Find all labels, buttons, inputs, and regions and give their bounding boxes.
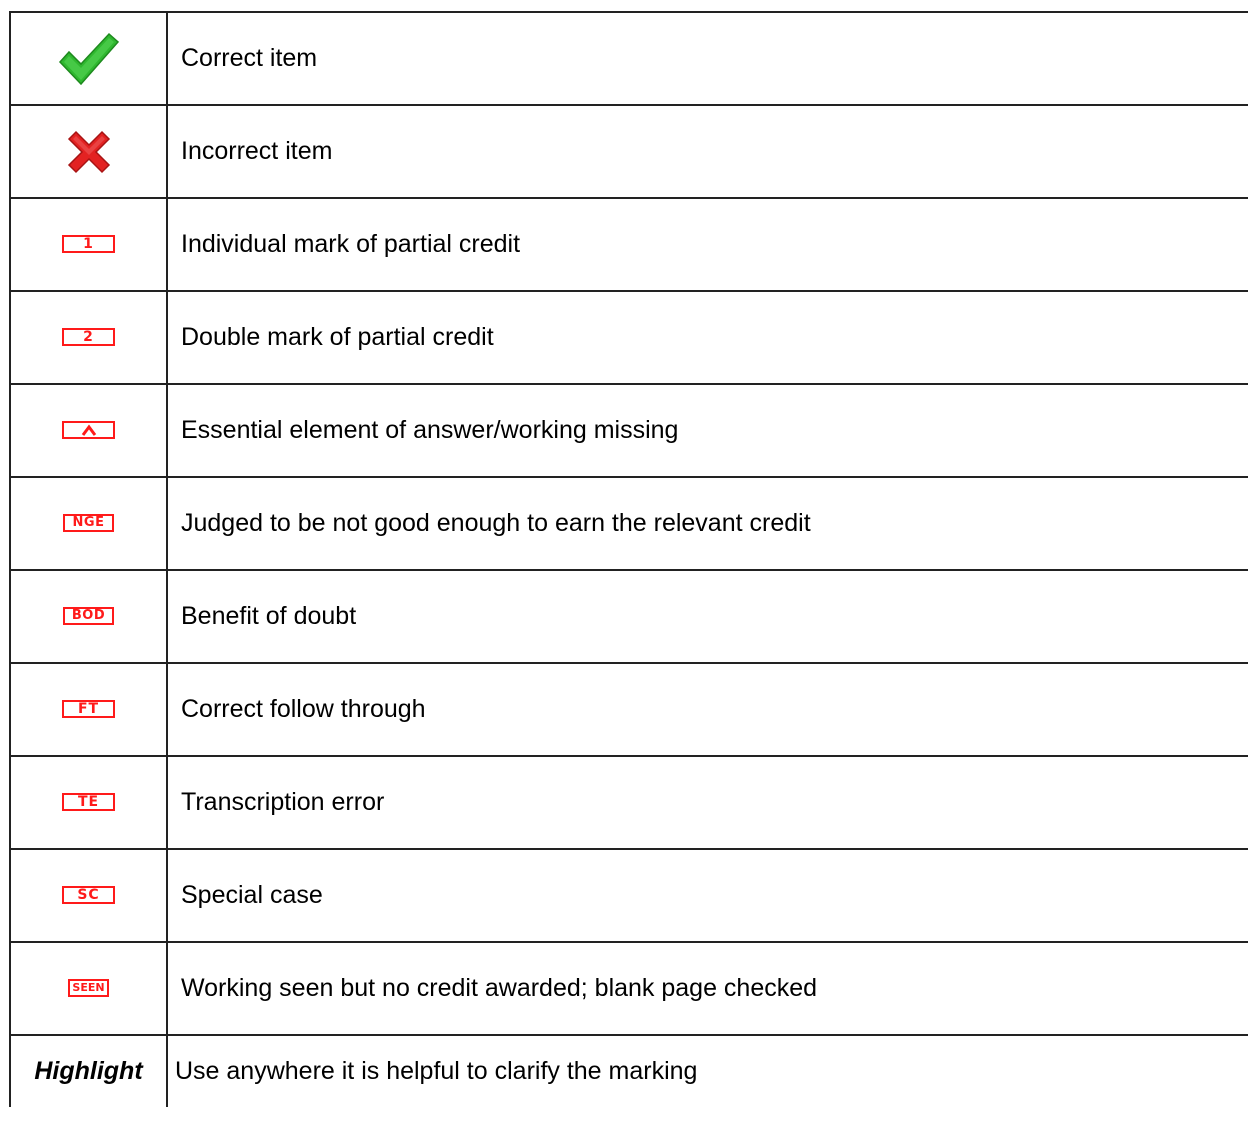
legend-icon-cell [10, 570, 167, 663]
legend-description: Judged to be not good enough to earn the relevant credit [167, 477, 1248, 570]
legend-row [10, 105, 1248, 198]
legend-row [10, 663, 1248, 756]
legend-icon-cell [10, 663, 167, 756]
legend-icon-cell [10, 198, 167, 291]
legend-description: Use anywhere it is helpful to clarify the marking [167, 1035, 1248, 1107]
legend-description: Correct follow through [167, 663, 1248, 756]
legend-icon-cell [10, 12, 167, 105]
legend-row [10, 849, 1248, 942]
highlight-label: Highlight [34, 1057, 143, 1085]
legend-icon-cell [10, 1035, 167, 1107]
stamp-1-icon: 1 [62, 235, 115, 253]
legend-row [10, 756, 1248, 849]
legend-icon-cell [10, 384, 167, 477]
legend-description: Correct item [167, 12, 1248, 105]
legend-description: Individual mark of partial credit [167, 198, 1248, 291]
legend-row [10, 291, 1248, 384]
legend-icon-cell [10, 756, 167, 849]
cross-icon [67, 130, 111, 174]
legend-description: Special case [167, 849, 1248, 942]
legend-row [10, 570, 1248, 663]
checkmark-icon [58, 32, 120, 86]
legend-description: Essential element of answer/working missing [167, 384, 1248, 477]
legend-icon-cell [10, 291, 167, 384]
legend-row [10, 477, 1248, 570]
legend-row [10, 942, 1248, 1035]
stamp-bod-icon: BOD [63, 607, 114, 625]
legend-description: Double mark of partial credit [167, 291, 1248, 384]
stamp-2-icon: 2 [62, 328, 115, 346]
legend-icon-cell [10, 849, 167, 942]
legend-icon-cell [10, 942, 167, 1035]
legend-row [10, 1035, 1248, 1107]
legend-icon-cell [10, 477, 167, 570]
legend-row [10, 198, 1248, 291]
stamp-sc-icon: SC [62, 886, 115, 904]
legend-description: Benefit of doubt [167, 570, 1248, 663]
caret-stamp-icon [62, 421, 115, 439]
legend-description: Working seen but no credit awarded; blank page checked [167, 942, 1248, 1035]
legend-description: Transcription error [167, 756, 1248, 849]
annotation-legend-table [9, 11, 1248, 1107]
stamp-seen-icon: SEEN [68, 979, 109, 997]
legend-row [10, 12, 1248, 105]
legend-description: Incorrect item [167, 105, 1248, 198]
legend-row [10, 384, 1248, 477]
stamp-te-icon: TE [62, 793, 115, 811]
legend-icon-cell [10, 105, 167, 198]
stamp-ft-icon: FT [62, 700, 115, 718]
stamp-nge-icon: NGE [63, 514, 114, 532]
